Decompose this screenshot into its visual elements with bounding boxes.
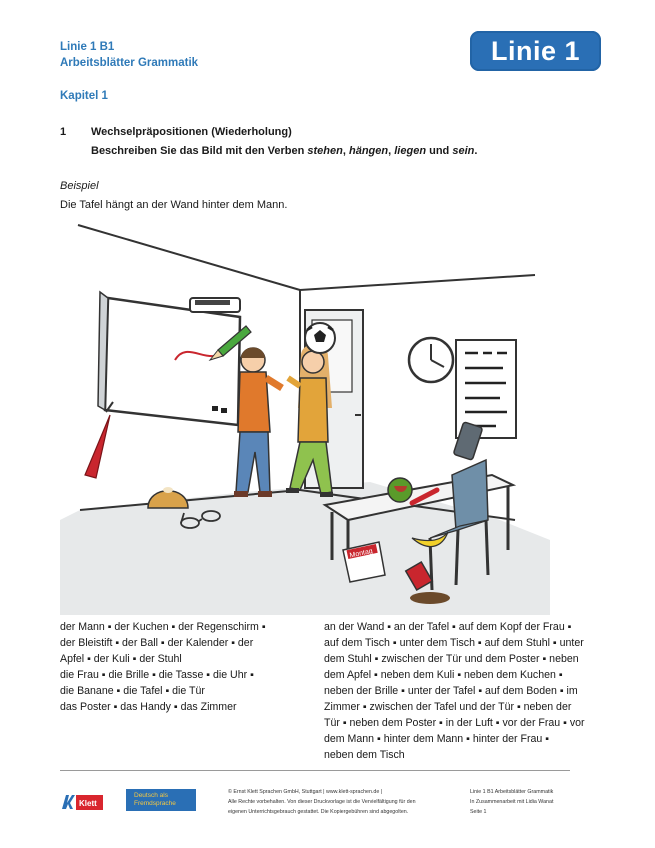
footer-info-line: In Zusammenarbeit mit Lidia Wanat bbox=[470, 799, 554, 805]
verb-sein: sein bbox=[452, 145, 475, 157]
page-number: Seite 1 bbox=[470, 809, 487, 815]
verb-stehen: stehen bbox=[307, 145, 343, 157]
preposition-line: Tür ▪ neben dem Poster ▪ in der Luft ▪ vor der Frau ▪ vor bbox=[324, 717, 585, 729]
instruction-sep: und bbox=[426, 145, 453, 157]
preposition-line: auf dem Tisch ▪ unter dem Tisch ▪ auf dem Stuhl ▪ unter bbox=[324, 637, 584, 649]
daf-logo bbox=[126, 789, 196, 811]
noun-line: das Poster ▪ das Handy ▪ das Zimmer bbox=[60, 701, 237, 713]
classroom-illustration bbox=[60, 220, 550, 615]
calendar bbox=[343, 542, 385, 582]
daf-line2: Fremdsprache bbox=[134, 800, 176, 807]
man bbox=[234, 348, 282, 498]
verb-haengen: hängen bbox=[349, 145, 389, 157]
task-title: Wechselpräpositionen (Wiederholung) bbox=[91, 126, 292, 138]
footer-info bbox=[470, 787, 590, 817]
chapter-heading: Kapitel 1 bbox=[60, 90, 108, 102]
preposition-line: dem Stuhl ▪ zwischen der Tür und dem Poster ▪ neben bbox=[324, 653, 579, 665]
daf-line1: Deutsch als bbox=[134, 792, 168, 799]
footer-divider bbox=[60, 770, 570, 771]
instruction-end: . bbox=[474, 145, 478, 157]
preposition-line: an der Wand ▪ an der Tafel ▪ auf dem Kopf der Frau ▪ bbox=[324, 621, 572, 633]
preposition-line: dem Apfel ▪ neben dem Kuli ▪ neben dem Kuchen ▪ bbox=[324, 669, 563, 681]
klett-wordmark: Klett bbox=[79, 799, 97, 808]
example-sentence: Die Tafel hängt an der Wand hinter dem Mann. bbox=[60, 199, 288, 211]
worksheet-subtitle: Arbeitsblätter Grammatik bbox=[60, 57, 199, 69]
preposition-word-bank bbox=[324, 619, 619, 763]
umbrella bbox=[85, 402, 113, 478]
preposition-line: neben dem Tisch bbox=[324, 749, 405, 761]
footer-info-line: Linie 1 B1 Arbeitsblätter Grammatik bbox=[470, 789, 554, 795]
projector bbox=[190, 298, 240, 312]
instruction-sep: , bbox=[388, 145, 395, 157]
copyright-line: eigenen Unterrichtsgebrauch gestattet. Die Kopiergebühren sind abgegolten. bbox=[228, 809, 409, 815]
apple bbox=[388, 478, 412, 502]
copyright-line: © Ernst Klett Sprachen GmbH, Stuttgart | www.klett-sprachen.de | bbox=[228, 789, 383, 795]
task-number: 1 bbox=[60, 126, 67, 138]
preposition-line: neben der Brille ▪ unter der Tafel ▪ auf dem Boden ▪ im bbox=[324, 685, 578, 697]
noun-line: Apfel ▪ der Kuli ▪ der Stuhl bbox=[60, 653, 182, 665]
wall-clock bbox=[409, 338, 453, 382]
task-instruction bbox=[91, 145, 477, 157]
klett-logo bbox=[60, 791, 104, 813]
calendar-label: Montag bbox=[349, 547, 374, 560]
linie1-logo: Linie 1 bbox=[470, 31, 601, 71]
footer-copyright bbox=[228, 787, 458, 817]
noun-line: die Frau ▪ die Brille ▪ die Tasse ▪ die Uhr ▪ bbox=[60, 669, 254, 681]
cake bbox=[148, 487, 188, 508]
instruction-text: Beschreiben Sie das Bild mit den Verben bbox=[91, 145, 308, 157]
copyright-line: Alle Rechte vorbehalten. Von dieser Druckvorlage ist die Vervielfältigung für den bbox=[228, 799, 416, 805]
noun-line: der Bleistift ▪ der Ball ▪ der Kalender ▪ der bbox=[60, 637, 254, 649]
instruction-sep: , bbox=[342, 145, 349, 157]
example-label: Beispiel bbox=[60, 180, 99, 192]
verb-liegen: liegen bbox=[394, 145, 427, 157]
preposition-line: dem Mann ▪ hinter dem Mann ▪ hinter der Frau ▪ bbox=[324, 733, 550, 745]
noun-line: der Mann ▪ der Kuchen ▪ der Regenschirm ▪ bbox=[60, 621, 266, 633]
noun-word-bank bbox=[60, 619, 310, 715]
preposition-line: Zimmer ▪ zwischen der Tafel und der Tür ▪ neben der bbox=[324, 701, 572, 713]
series-title: Linie 1 B1 bbox=[60, 41, 115, 53]
klett-mark-icon bbox=[62, 795, 75, 809]
noun-line: die Banane ▪ die Tafel ▪ die Tür bbox=[60, 685, 205, 697]
football bbox=[305, 323, 335, 353]
